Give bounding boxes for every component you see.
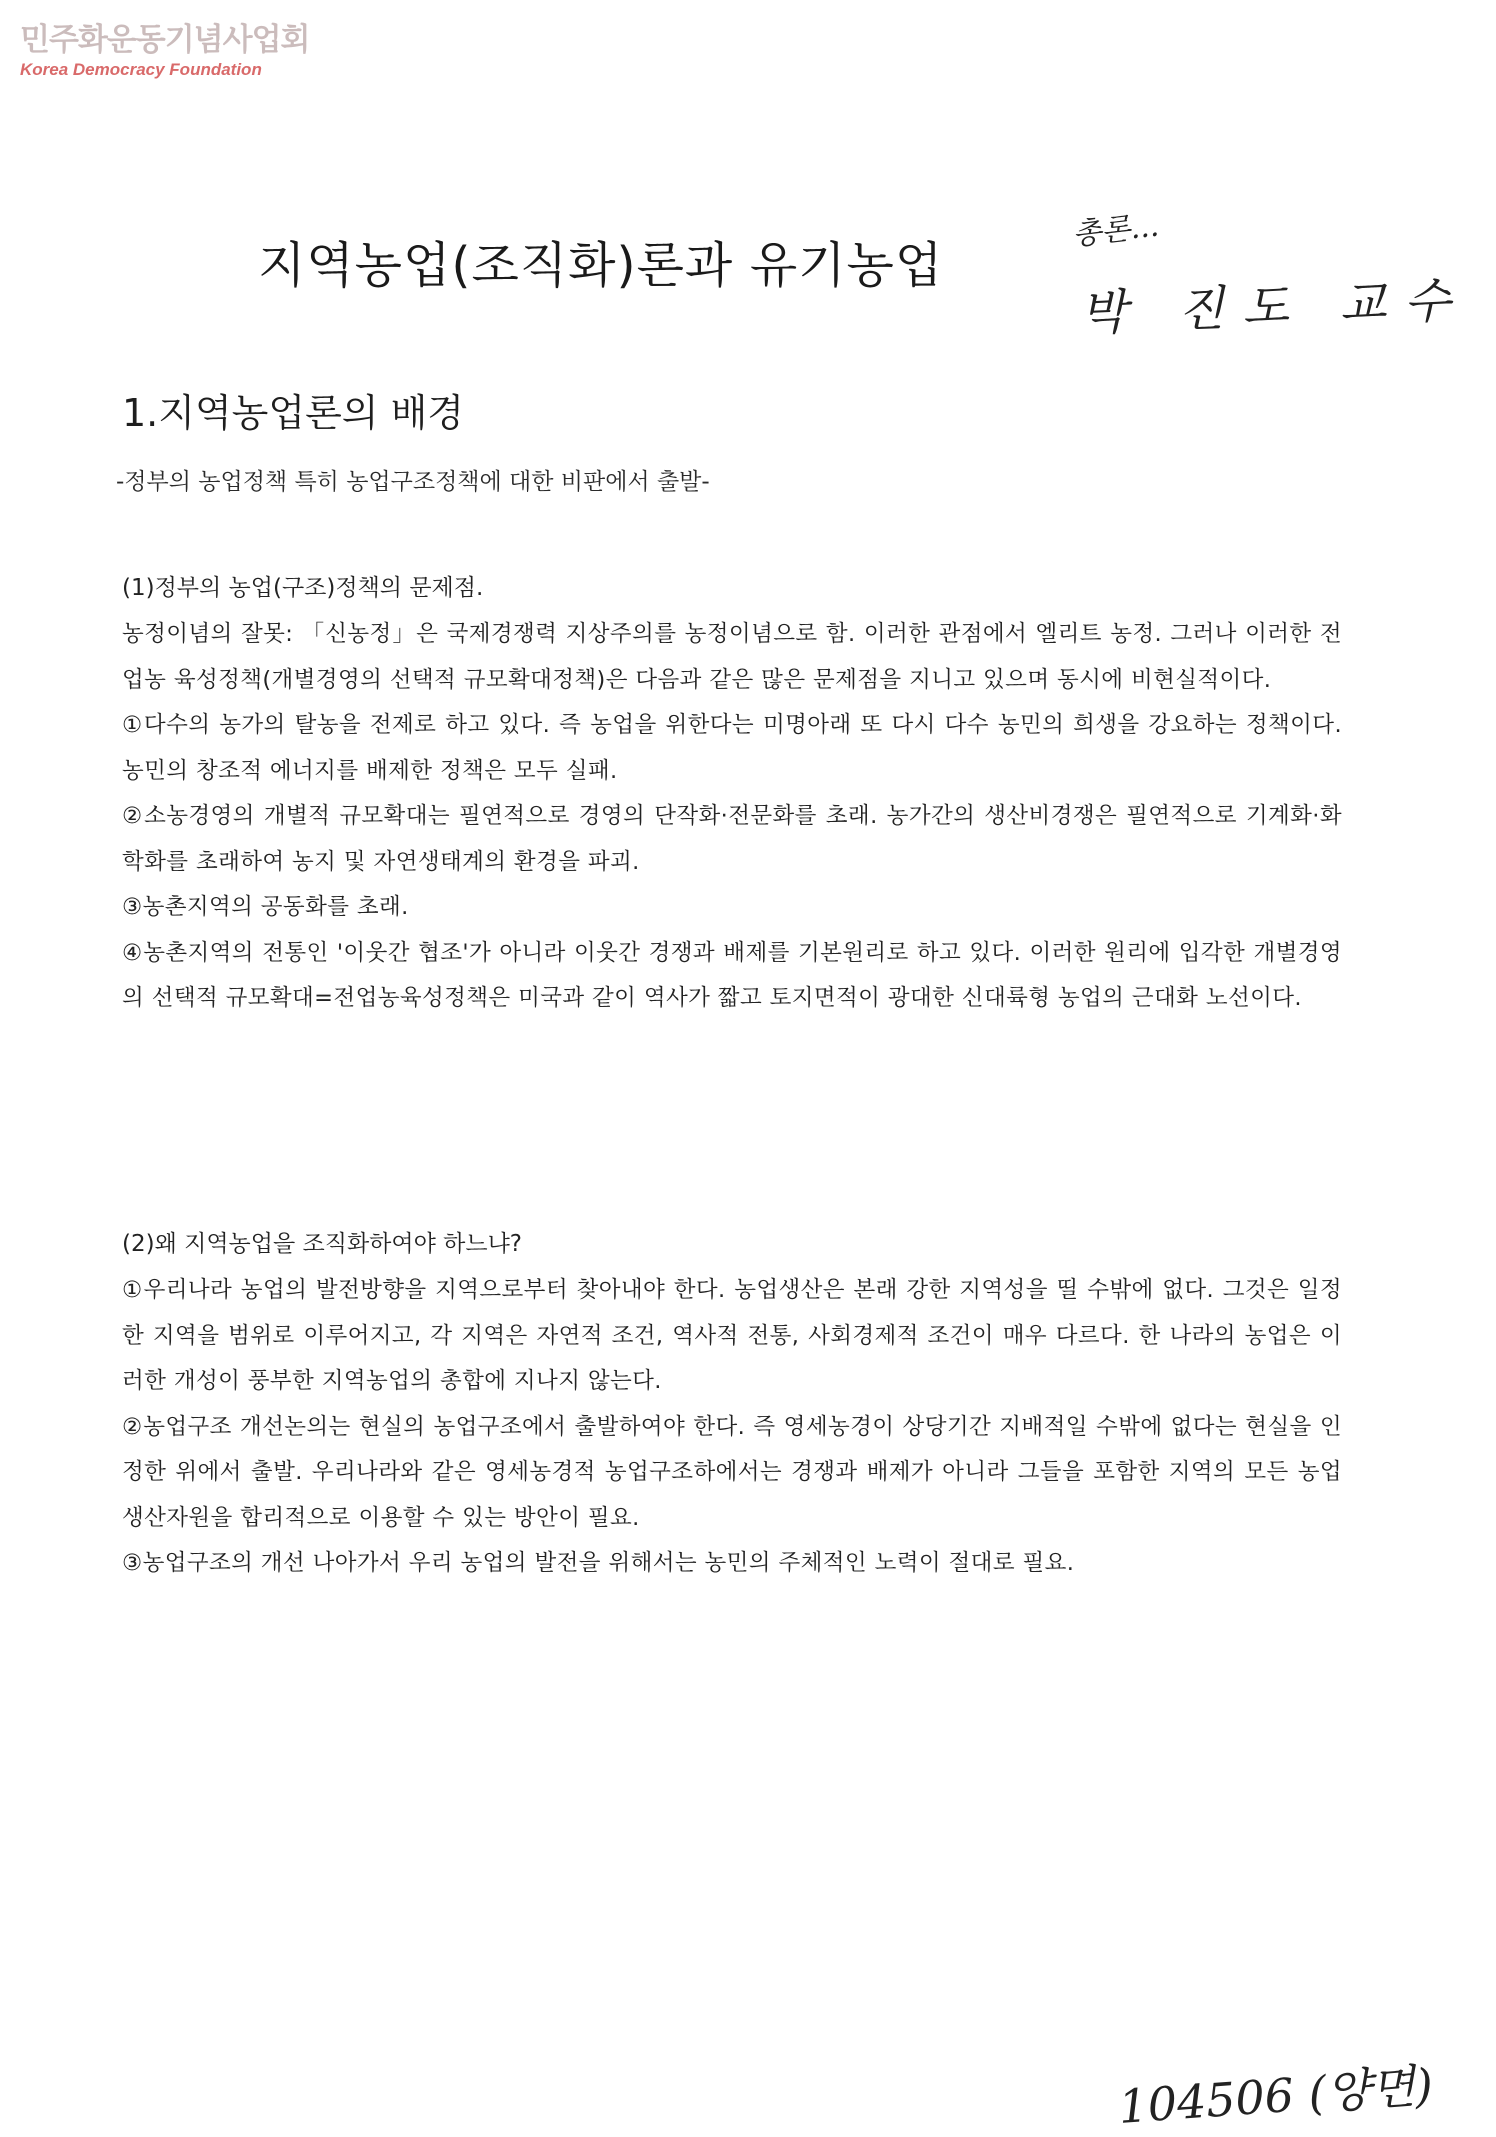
part-2-block (122, 1226, 1342, 1587)
watermark-korean: 민주화운동기념사업회 (20, 22, 310, 58)
paragraph: ③농촌지역의 공동화를 초래. (122, 894, 409, 920)
document-title: 지역농업(조직화)론과 유기농업 (258, 237, 944, 294)
watermark-logo (20, 22, 309, 80)
paragraph: ④농촌지역의 전통인 '이웃간 협조'가 아니라 이웃간 경쟁과 배제를 기본원리로 하고 있다. 이러한 원리에 입각한 개별경영의 선택적 규모확대=전업농육성정책은 미국과 같이 역사가 짧고 토지면적이 광대한 신대륙형 농업의 근대화 노선이다. (122, 939, 1342, 1011)
paragraph: 농정이념의 잘못: 「신농정」은 국제경쟁력 지상주의를 농정이념으로 함. 이러한 관점에서 엘리트 농정. 그러나 이러한 전업농 육성정책(개별경영의 선택적 규모확대정책)은 다음과 같은 많은 문제점을 지니고 있으며 동시에 비현실적이다. (122, 621, 1342, 693)
section-heading: 1.지역농업론의 배경 (122, 391, 464, 435)
part-1-block (122, 570, 1342, 1022)
part-1-heading: (1)정부의 농업(구조)정책의 문제점. (122, 575, 484, 601)
paragraph: ①우리나라 농업의 발전방향을 지역으로부터 찾아내야 한다. 농업생산은 본래 강한 지역성을 띨 수밖에 없다. 그것은 일정한 지역을 범위로 이루어지고, 각 지역은 자연적 조건, 역사적 전통, 사회경제적 조건이 매우 다르다. 한 나라의 농업은 이러한 개성이 풍부한 지역농업의 총합에 지나지 않는다. (122, 1277, 1342, 1394)
section-subtitle: -정부의 농업정책 특히 농업구조정책에 대한 비판에서 출발- (116, 469, 710, 495)
handwritten-author-note: 박 진도 교수 (1079, 272, 1470, 342)
paragraph: ③농업구조의 개선 나아가서 우리 농업의 발전을 위해서는 농민의 주체적인 노력이 절대로 필요. (122, 1550, 1075, 1576)
watermark-english: Korea Democracy Foundation (20, 60, 262, 79)
paragraph: ②농업구조 개선논의는 현실의 농업구조에서 출발하여야 한다. 즉 영세농경이 상당기간 지배적일 수밖에 없다는 현실을 인정한 위에서 출발. 우리나라와 같은 영세농경적 농업구조하에서는 경쟁과 배제가 아니라 그들을 포함한 지역의 모든 농업생산자원을 합리적으로 이용할 수 있는 방안이 필요. (122, 1413, 1342, 1531)
handwritten-note-1: 총론... (1070, 208, 1161, 253)
handwritten-archive-number: 104506 (양면) (1116, 2058, 1435, 2134)
part-2-heading: (2)왜 지역농업을 조직화하여야 하느냐? (122, 1231, 522, 1257)
paragraph: ②소농경영의 개별적 규모확대는 필연적으로 경영의 단작화·전문화를 초래. 농가간의 생산비경쟁은 필연적으로 기계화·화학화를 초래하여 농지 및 자연생태계의 환경을 파괴. (122, 803, 1342, 875)
paragraph: ①다수의 농가의 탈농을 전제로 하고 있다. 즉 농업을 위한다는 미명아래 또 다시 다수 농민의 희생을 강요하는 정책이다. 농민의 창조적 에너지를 배제한 정책은 모두 실패. (122, 712, 1342, 784)
